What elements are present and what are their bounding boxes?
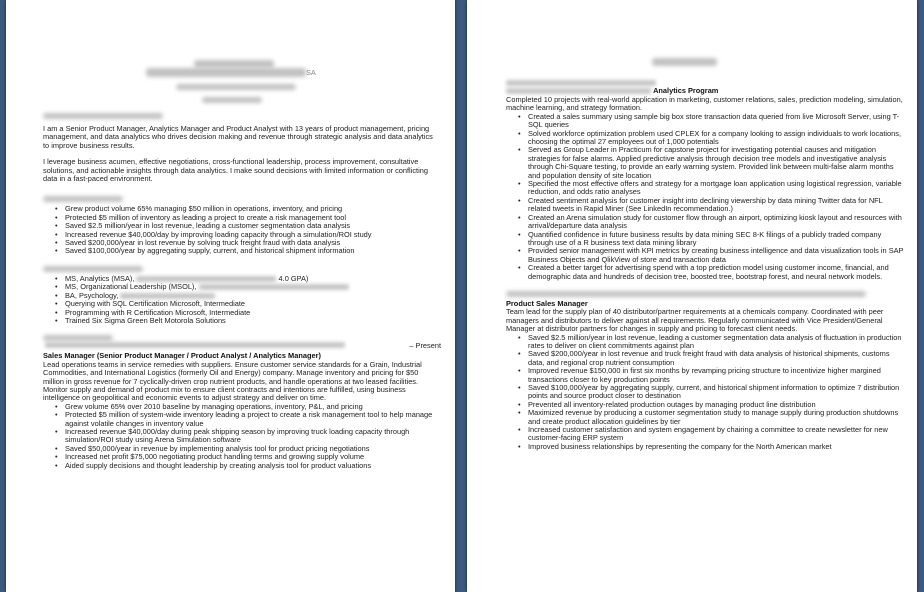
- list-item: • Provided senior management with KPI metrics by creating business intelligence and data visualization tools in SAP Business Objects and QlikView of store and transaction data: [528, 247, 905, 264]
- redacted-section-heading: [43, 266, 143, 272]
- job-description: Team lead for the supply plan of 40 distributor/partner requirements at a chemicals company. Coordinated with peer managers and distributors to deliver against all requirements. Regularly communicated with Vice President/General Manager at distributor partners for changes in supply and pricing to forecast client needs.: [506, 307, 884, 334]
- redacted-name: [194, 60, 274, 68]
- list-item: • Increased revenue $40,000/day by improving loading capacity through a simulation/ROI study: [65, 231, 441, 239]
- list-item: • Prevented all inventory-related production outages by managing product line distribution: [528, 401, 905, 409]
- list-item: • Created sentiment analysis for customer insight into declining viewership by data mining Twitter data for NFL related tweets in Rapid Miner (See LinkedIn recommendation.): [528, 197, 905, 214]
- list-item: • Grew product volume 65% managing $50 million in operations, inventory, and pricing: [65, 205, 441, 213]
- list-item: • Improved business relationships by representing the company for the North American market: [528, 443, 905, 451]
- redacted-section-heading: [506, 291, 866, 297]
- list-item: • Protected $5 million of inventory as leading a project to create a risk management tool: [65, 214, 441, 222]
- job-title: Sales Manager (Senior Product Manager / Product Analyst / Analytics Manager): [43, 351, 321, 361]
- list-item: • Saved $200,000/year in lost revenue by solving truck freight fraud with data analysis: [65, 239, 441, 247]
- list-item: • Grew volume 65% over 2010 baseline by managing operations, inventory, P&L, and pricing: [65, 403, 441, 411]
- left-content: [43, 125, 441, 470]
- redacted-text: [506, 80, 656, 86]
- resume-page-1: [6, 0, 455, 592]
- redacted-section-heading: [43, 196, 123, 202]
- resume-page-2: [467, 0, 917, 592]
- redacted-text: [120, 293, 215, 299]
- list-item: • Programming with R Certification Microsoft, Intermediate: [65, 309, 441, 317]
- list-item: • Improved revenue $150,000 in first six months by revamping pricing structure to incentivize higher margined transactions closer to key production points: [528, 367, 905, 384]
- job-bullets: [506, 334, 905, 452]
- list-item: • Created a sales summary using sample big box store transaction data queried from live Microsoft Server, using T-SQL queries: [528, 113, 905, 130]
- redacted-contact: [146, 68, 306, 77]
- list-item: • Querying with SQL Certification Microsoft, Intermediate: [65, 300, 441, 308]
- summary-paragraph: I leverage business acumen, effective negotiations, cross-functional leadership, process improvement, consultative solutions, and actionable insights through data analytics. I make sound decisions with limited information or conflicting data in a fast-paced environment.: [43, 157, 428, 184]
- list-item: • Served as Group Leader in Practicum for capstone project for investigating potential causes and mitigation strategies for false alarms. Applied predictive analysis through decision tree models and investigative analysis through Chi-Square testing, to provide an early warning system. Provided link between multi-false alarm months and population density of site location: [528, 146, 905, 180]
- list-item: • Trained Six Sigma Green Belt Motorola Solutions: [65, 317, 441, 325]
- list-item: • Aided supply decisions and thought leadership by creating analysis tool for product valuations: [65, 462, 441, 470]
- program-bullets: [506, 113, 905, 281]
- summary-paragraph: I am a Senior Product Manager, Analytics Manager and Product Analyst with 13 years of product management, pricing management, and data analytics who drives decision making and revenue through strategic analysis and data analytics to improve business results.: [43, 124, 433, 150]
- list-item: • Specified the most effective offers and strategy for a mortgage loan application using logistical regression, variable reduction, and odds ratio analyses: [528, 180, 905, 197]
- redacted-section-heading: [43, 113, 163, 119]
- list-item: • Created an Arena simulation study for customer flow through an airport, optimizing kiosk layout and resources with arrival/departure data analysis: [528, 214, 905, 231]
- job-date: – Present: [409, 341, 441, 351]
- list-item: • MS, Organizational Leadership (MSOL),: [65, 283, 441, 291]
- redacted-text: [506, 88, 651, 94]
- redacted-text: [45, 342, 345, 348]
- list-item: • Saved $2.5 million/year in lost revenue, leading a customer segmentation data analysis: [65, 222, 441, 230]
- header-suffix: SA: [306, 68, 316, 77]
- list-item: • Saved $100,000/year by aggregating supply, current, and historical shipment information to optimize 7 distribution points and source product closer to destination: [528, 384, 905, 401]
- program-title: Analytics Program: [653, 86, 719, 95]
- redacted-contact: [176, 84, 296, 90]
- job-description: Lead operations teams in service remedies with suppliers. Ensure customer service standards for a Grain, Industrial Commodities, and International Logistics (formerly Oil and Energy) company. Manage inventory and pricing for $50 million in gross revenue for 7 cyclically-driven crop nutrient products, and handle operations at two leased facilities. Monitor supply and demand of product mix to ensure client contracts and intentions are fulfilled, using business intelligence on geopolitical and economic events to adjust strategy and deliver on time.: [43, 359, 422, 403]
- right-content: [506, 79, 905, 451]
- redacted-header: [652, 58, 717, 66]
- list-item: • Created a better target for advertising spend with a top prediction model using customer income, financial, and demographic data and hundreds of decision tree, boosted tree, bootstrap forest, and neural network models.: [528, 264, 905, 281]
- highlights-list: [43, 205, 441, 255]
- job-date-line: [43, 341, 441, 351]
- list-item: • Solved workforce optimization problem used CPLEX for a company looking to assign individuals to work locations, choosing the optimal 27 employees out of 1,000 potentials: [528, 130, 905, 147]
- job-bullets: [43, 403, 441, 470]
- list-item: • Saved $50,000/year in revenue by implementing analysis tool for product pricing negotiations: [65, 445, 441, 453]
- list-item: • Quantified confidence in future business results by data mining SEC 8-K filings of a publicly traded company through use of a R business text data mining library: [528, 231, 905, 248]
- redacted-text: [136, 276, 276, 282]
- education-list: [43, 275, 441, 325]
- list-item: • Increased net profit $75,000 negotiating product handling terms and growing supply volume: [65, 453, 441, 461]
- redacted-text: [199, 284, 349, 290]
- list-item: • Increased customer satisfaction and system engagement by chairing a committee to create newsletter for new customer-facing ERP system: [528, 426, 905, 443]
- job-title: Product Sales Manager: [506, 298, 588, 308]
- list-item: • Maximized revenue by producing a customer segmentation study to manage supply during production shutdowns and create product allocation guidelines by tier: [528, 409, 905, 426]
- list-item: • MS, Analytics (MSA), 4.0 GPA): [65, 275, 441, 283]
- list-item: • Increased revenue $40,000/day during peak shipping season by improving truck loading capacity through simulation/ROI study using Arena Simulation software: [65, 428, 441, 445]
- list-item: • Saved $200,000/year in lost revenue and truck freight fraud with data analysis of historical shipments, customs data, and regional crop nutrient consumption: [528, 350, 905, 367]
- list-item: • BA, Psychology,: [65, 292, 441, 300]
- list-item: • Protected $5 million of system-wide inventory leading a project to create a risk management tool to help manage against volatile changes in inventory value: [65, 411, 441, 428]
- redacted-contact: [202, 97, 262, 103]
- list-item: • Saved $2.5 million/year in lost revenue, leading a customer segmentation data analysis of fluctuation in production rates to deliver on client commitments against plan: [528, 334, 905, 351]
- program-intro: Completed 10 projects with real-world application in marketing, customer relations, sales, prediction modeling, simulation, machine learning, and strategy formation.: [506, 95, 903, 113]
- list-item: • Saved $100,000/year by aggregating supply, current, and historical shipment information: [65, 247, 441, 255]
